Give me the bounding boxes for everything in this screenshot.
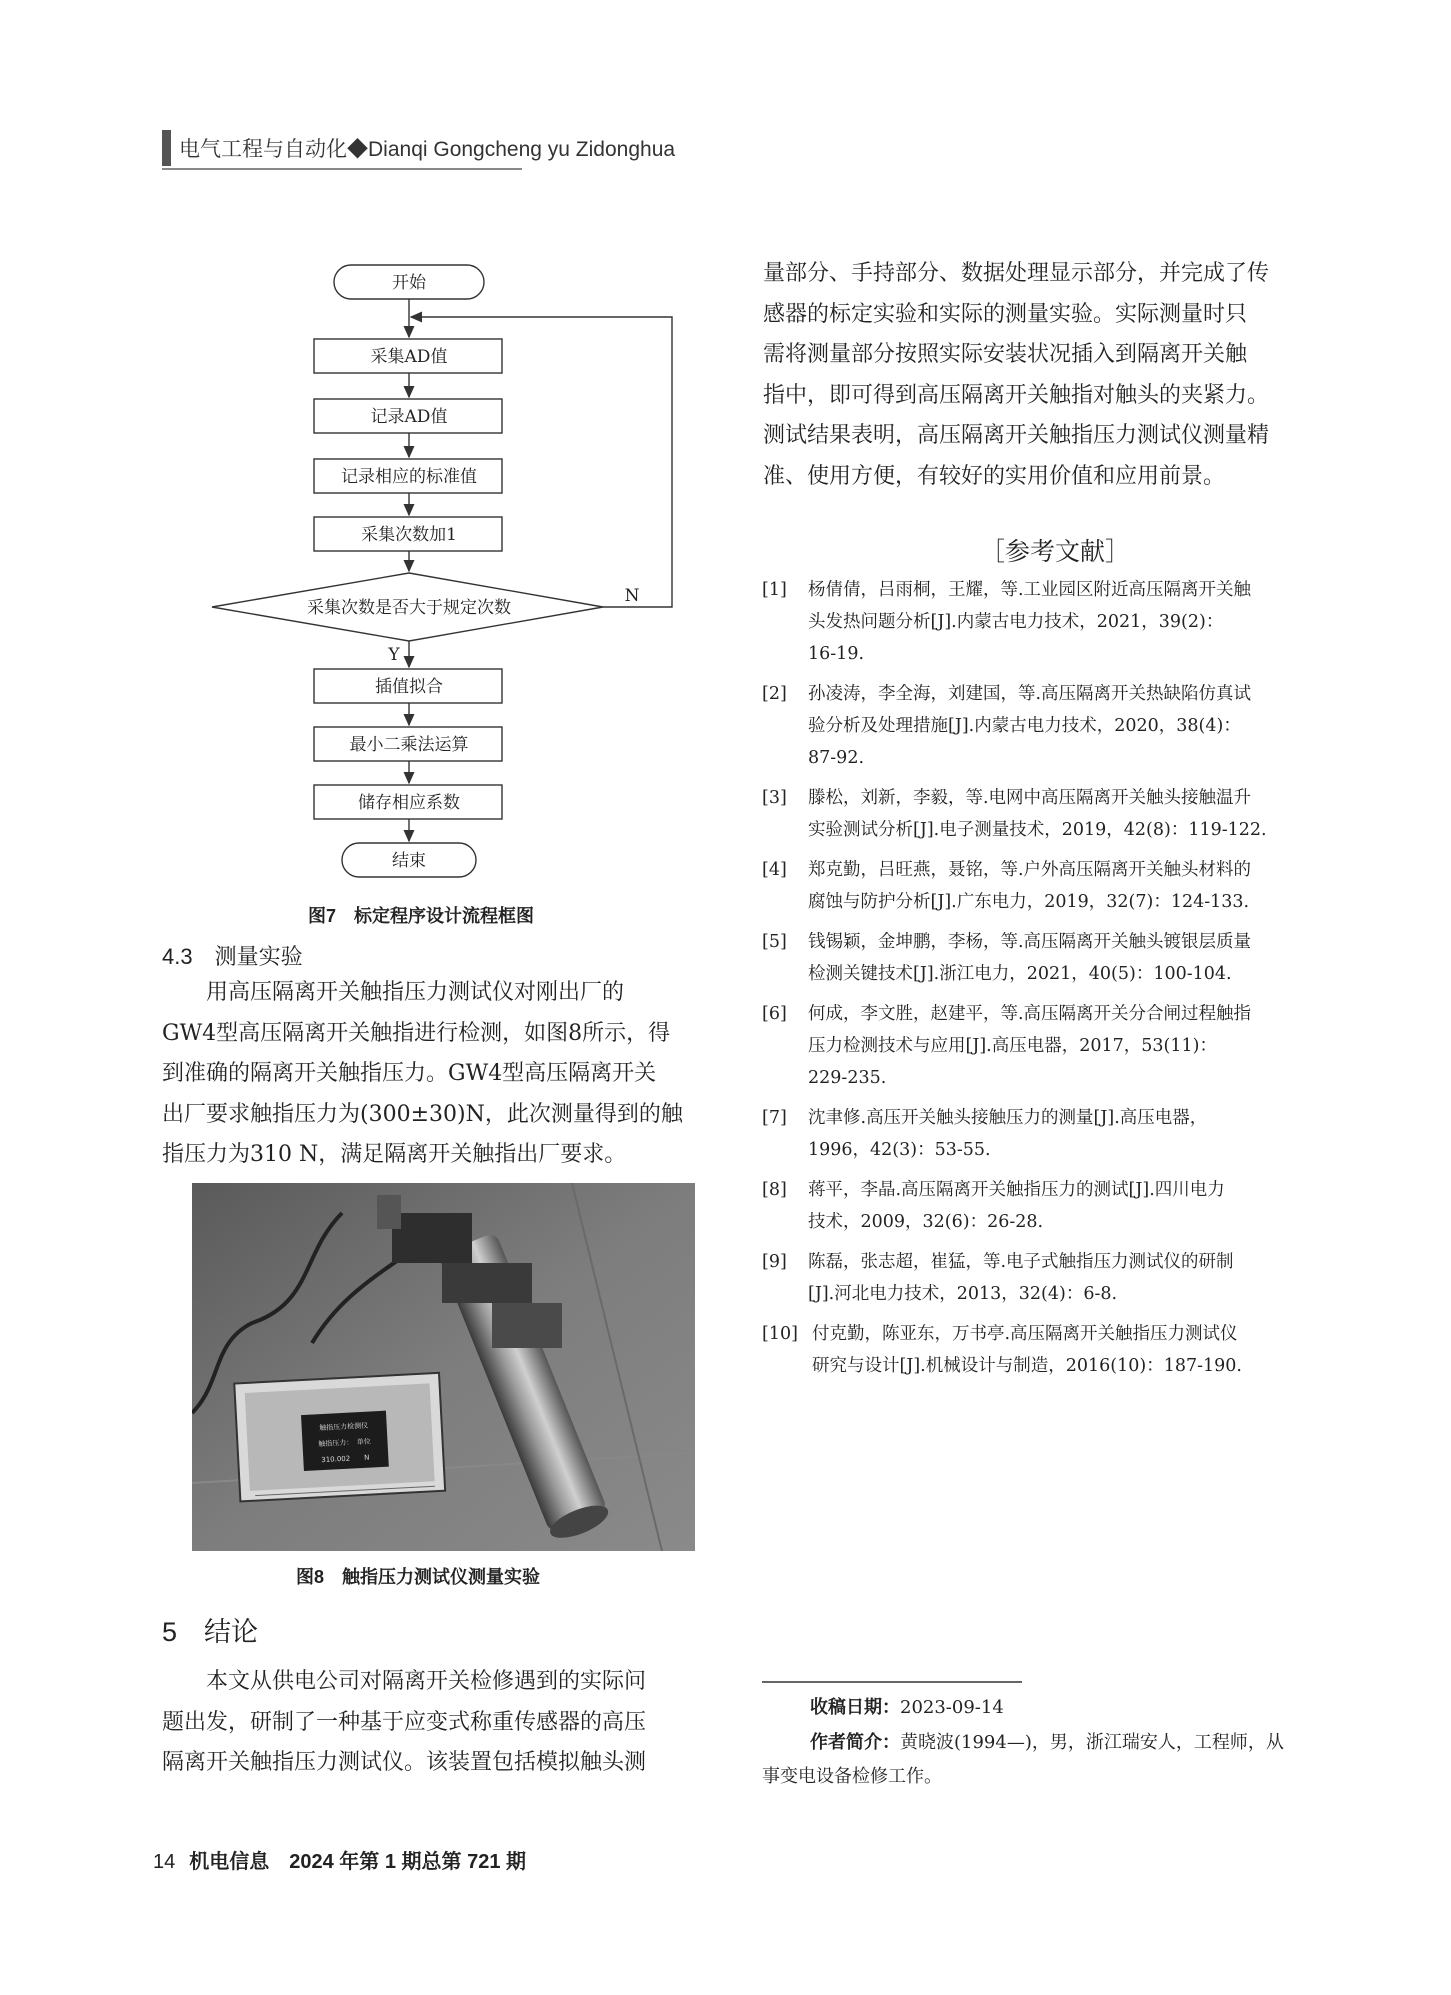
flow-yes-label: Y <box>388 645 400 665</box>
paragraph-line: 出厂要求触指压力为(300±30)N，此次测量得到的触 <box>162 1101 683 1127</box>
paragraph-line: 本文从供电公司对隔离开关检修遇到的实际问 <box>162 1669 647 1694</box>
journal-issue: 机电信息 2024 年第 1 期总第 721 期 <box>189 1851 527 1873</box>
flow-step5-label: 插值拟合 <box>375 677 443 697</box>
flow-step6-label: 最小二乘法运算 <box>349 735 469 755</box>
reference-line: 钱锡颖，金坤鹏，李杨，等.高压隔离开关触头镀银层质量 <box>808 932 1252 952</box>
paragraph-line: 测试结果表明，高压隔离开关触指压力测试仪测量精 <box>763 423 1270 448</box>
reference-line: 何成，李文胜，赵建平，等.高压隔离开关分合闸过程触指 <box>808 1004 1252 1024</box>
reference-item <box>762 1174 1307 1238</box>
footnote-rule <box>762 1681 1022 1683</box>
reference-line: 87-92. <box>808 748 865 768</box>
paragraph-line: 题出发，研制了一种基于应变式称重传感器的高压 <box>162 1709 647 1735</box>
reference-number: [6] <box>762 1004 787 1024</box>
paragraph-line: GW4型高压隔离开关触指进行检测，如图8所示，得 <box>162 1020 671 1046</box>
reference-line: 陈磊，张志超，崔猛，等.电子式触指压力测试仪的研制 <box>808 1252 1234 1272</box>
reference-line: 压力检测技术与应用[J].高压电器，2017，53(11)： <box>808 1036 1217 1056</box>
flow-decision-label: 采集次数是否大于规定次数 <box>307 598 511 618</box>
paragraph-line: 指中，即可得到高压隔离开关触指对触头的夹紧力。 <box>763 382 1270 408</box>
page-number: 14 <box>153 1851 176 1873</box>
reference-number: [2] <box>762 684 787 704</box>
flow-step1-label: 采集AD值 <box>370 347 448 367</box>
paragraph-line: 隔离开关触指压力测试仪。该装置包括模拟触头测 <box>162 1750 647 1775</box>
author-line-continued: 事变电设备检修工作。 <box>762 1766 942 1787</box>
device-screen-line2: 触指压力： 单位 <box>318 1437 371 1449</box>
header-marker-bar <box>162 130 171 166</box>
flow-step3-label: 记录相应的标准值 <box>341 467 477 487</box>
reference-line: 229-235. <box>808 1068 887 1088</box>
reference-line: 滕松，刘新，李毅，等.电网中高压隔离开关触头接触温升 <box>808 788 1252 808</box>
author-label: 作者简介： <box>810 1732 900 1752</box>
reference-line: 研究与设计[J].机械设计与制造，2016(10)：187-190. <box>812 1356 1242 1376</box>
author-line <box>762 1725 1307 1760</box>
section-4-3-heading: 4.3 测量实验 <box>162 944 303 969</box>
paragraph-line: 指压力为310 N，满足隔离开关触指出厂要求。 <box>162 1142 627 1167</box>
flow-step2-label: 记录AD值 <box>370 407 448 427</box>
reference-item <box>762 1102 1307 1166</box>
section-4-3-paragraph <box>162 973 702 1176</box>
reference-line: 付克勤，陈亚东，万书亭.高压隔离开关触指压力测试仪 <box>812 1324 1238 1344</box>
figure-7-caption: 图7 标定程序设计流程框图 <box>308 906 535 926</box>
reference-line: 孙凌涛，李全海，刘建国，等.高压隔离开关热缺陷仿真试 <box>808 684 1252 704</box>
figure-7-flowchart <box>200 255 680 895</box>
section-5-paragraph-left <box>162 1662 702 1784</box>
author-text: 黄晓波(1994—)，男，浙江瑞安人，工程师，从 <box>900 1732 1284 1753</box>
reference-line: 郑克勤，吕旺燕，聂铭，等.户外高压隔离开关触头材料的 <box>808 860 1252 880</box>
reference-number: [3] <box>762 788 787 808</box>
reference-item <box>762 782 1307 846</box>
running-header <box>162 128 675 168</box>
reference-item <box>762 854 1307 918</box>
device-screen-line3: 310.002 N <box>321 1453 370 1465</box>
section-5-paragraph-right <box>763 254 1299 497</box>
header-text: 电气工程与自动化◆Dianqi Gongcheng yu Zidonghua <box>179 138 676 161</box>
reference-number: [10] <box>762 1324 798 1344</box>
footnote <box>762 1690 1307 1794</box>
reference-number: [5] <box>762 932 787 952</box>
reference-item <box>762 926 1307 990</box>
reference-item <box>762 1246 1307 1310</box>
received-date-line <box>762 1690 1307 1725</box>
flow-end-label: 结束 <box>392 851 426 871</box>
reference-number: [9] <box>762 1252 787 1272</box>
reference-line: 验分析及处理措施[J].内蒙古电力技术，2020，38(4)： <box>808 716 1241 736</box>
flow-start-label: 开始 <box>392 273 426 293</box>
received-value: 2023-09-14 <box>900 1697 1004 1718</box>
figure-8-caption: 图8 触指压力测试仪测量实验 <box>296 1567 541 1587</box>
paragraph-line: 需将测量部分按照实际安装状况插入到隔离开关触 <box>763 342 1248 367</box>
reference-item <box>762 574 1307 670</box>
device-screen-line1: 触指压力检测仪 <box>319 1421 369 1433</box>
reference-item <box>762 678 1307 774</box>
reference-line: 检测关键技术[J].浙江电力，2021，40(5)：100-104. <box>808 964 1232 984</box>
references-title: ［参考文献］ <box>980 538 1131 566</box>
reference-line: 技术，2009，32(6)：26-28. <box>808 1212 1044 1232</box>
reference-number: [1] <box>762 580 787 600</box>
reference-number: [7] <box>762 1108 787 1128</box>
paragraph-line: 到准确的隔离开关触指压力。GW4型高压隔离开关 <box>162 1061 657 1086</box>
reference-item <box>762 998 1307 1094</box>
received-label: 收稿日期： <box>810 1697 900 1717</box>
reference-line: 1996，42(3)：53-55. <box>808 1140 991 1160</box>
page-footer <box>153 1845 526 1874</box>
reference-line: 蒋平，李晶.高压隔离开关触指压力的测试[J].四川电力 <box>808 1180 1225 1200</box>
section-5-heading: 5 结论 <box>162 1617 259 1647</box>
paragraph-line: 感器的标定实验和实际的测量实验。实际测量时只 <box>763 301 1248 327</box>
flow-step7-label: 储存相应系数 <box>358 793 460 813</box>
reference-list <box>762 574 1307 1382</box>
reference-line: 沈聿修.高压开关触头接触压力的测量[J].高压电器， <box>808 1108 1208 1128</box>
reference-line: 16-19. <box>808 644 865 664</box>
reference-line: 杨倩倩，吕雨桐，王耀，等.工业园区附近高压隔离开关触 <box>808 580 1252 600</box>
header-rule <box>162 168 522 170</box>
paragraph-line: 量部分、手持部分、数据处理显示部分，并完成了传 <box>763 261 1270 286</box>
reference-line: [J].河北电力技术，2013，32(4)：6-8. <box>808 1284 1118 1304</box>
paragraph-line: 用高压隔离开关触指压力测试仪对刚出厂的 <box>162 980 625 1005</box>
flow-step4-label: 采集次数加1 <box>361 525 457 545</box>
reference-number: [8] <box>762 1180 787 1200</box>
paragraph-line: 准、使用方便，有较好的实用价值和应用前景。 <box>763 463 1226 489</box>
reference-line: 实验测试分析[J].电子测量技术，2019，42(8)：119-122. <box>808 820 1267 840</box>
reference-line: 头发热问题分析[J].内蒙古电力技术，2021，39(2)： <box>808 612 1224 632</box>
reference-item <box>762 1318 1307 1382</box>
figure-8-photo <box>192 1183 695 1551</box>
flow-no-label: N <box>624 586 640 606</box>
reference-line: 腐蚀与防护分析[J].广东电力，2019，32(7)：124-133. <box>808 892 1250 912</box>
reference-number: [4] <box>762 860 787 880</box>
